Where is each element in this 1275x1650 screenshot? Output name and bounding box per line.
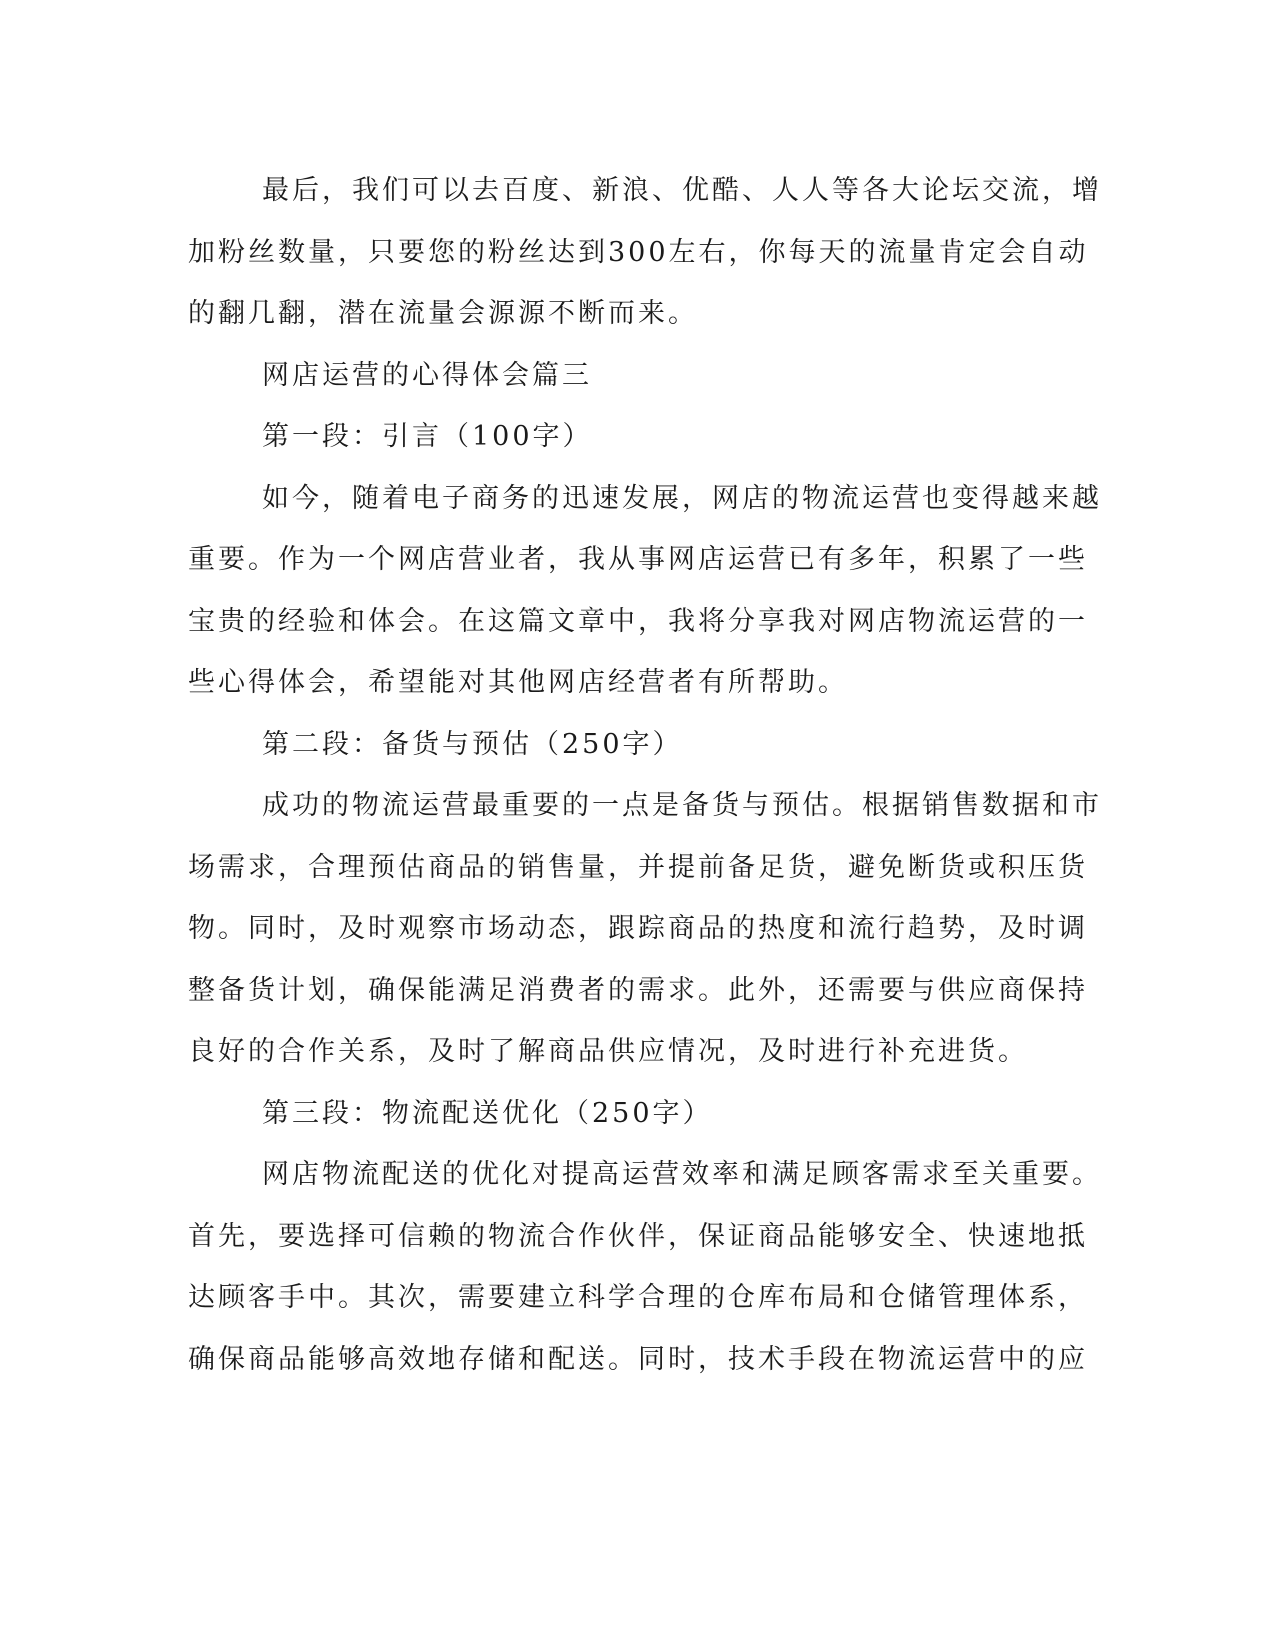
text-line: 宝贵的经验和体会。在这篇文章中，我将分享我对网店物流运营的一 [188, 605, 1088, 637]
text-line: 些心得体会，希望能对其他网店经营者有所帮助。 [188, 667, 848, 698]
heading-section-three [188, 1083, 1078, 1145]
heading-line: 第三段：物流配送优化（250字） [262, 1097, 713, 1129]
paragraph-delivery-optimization [188, 1144, 1102, 1390]
text-line: 物。同时，及时观察市场动态，跟踪商品的热度和流行趋势，及时调 [188, 913, 1088, 944]
text-line: 的翻几翻，潜在流量会源源不断而来。 [188, 298, 698, 329]
heading-line: 第一段：引言（100字） [262, 421, 593, 452]
text-line: 网店物流配送的优化对提高运营效率和满足顾客需求至关重要。 [262, 1159, 1102, 1190]
text-line: 加粉丝数量，只要您的粉丝达到300左右，你每天的流量肯定会自动 [188, 236, 1089, 268]
text-line: 首先，要选择可信赖的物流合作伙伴，保证商品能够安全、快速地抵 [188, 1220, 1088, 1252]
heading-article-three [188, 345, 1078, 407]
paragraph-introduction [188, 468, 1102, 714]
document-body [188, 160, 1102, 1390]
text-line: 最后，我们可以去百度、新浪、优酷、人人等各大论坛交流，增 [262, 175, 1102, 206]
heading-line: 网店运营的心得体会篇三 [262, 359, 592, 391]
paragraph-stocking-forecast [188, 775, 1102, 1083]
heading-line: 第二段：备货与预估（250字） [262, 728, 683, 760]
text-line: 达顾客手中。其次，需要建立科学合理的仓库布局和仓储管理体系， [188, 1282, 1088, 1313]
text-line: 如今，随着电子商务的迅速发展，网店的物流运营也变得越来越 [262, 482, 1102, 514]
heading-section-two [188, 714, 1078, 776]
heading-section-one [188, 406, 1078, 468]
text-line: 成功的物流运营最重要的一点是备货与预估。根据销售数据和市 [262, 790, 1102, 821]
text-line: 良好的合作关系，及时了解商品供应情况，及时进行补充进货。 [188, 1036, 1028, 1067]
text-line: 整备货计划，确保能满足消费者的需求。此外，还需要与供应商保持 [188, 974, 1088, 1006]
text-line: 场需求，合理预估商品的销售量，并提前备足货，避免断货或积压货 [188, 851, 1088, 883]
text-line: 重要。作为一个网店营业者，我从事网店运营已有多年，积累了一些 [188, 544, 1088, 575]
text-line: 确保商品能够高效地存储和配送。同时，技术手段在物流运营中的应 [188, 1343, 1088, 1375]
paragraph-forum-promotion [188, 160, 1102, 345]
